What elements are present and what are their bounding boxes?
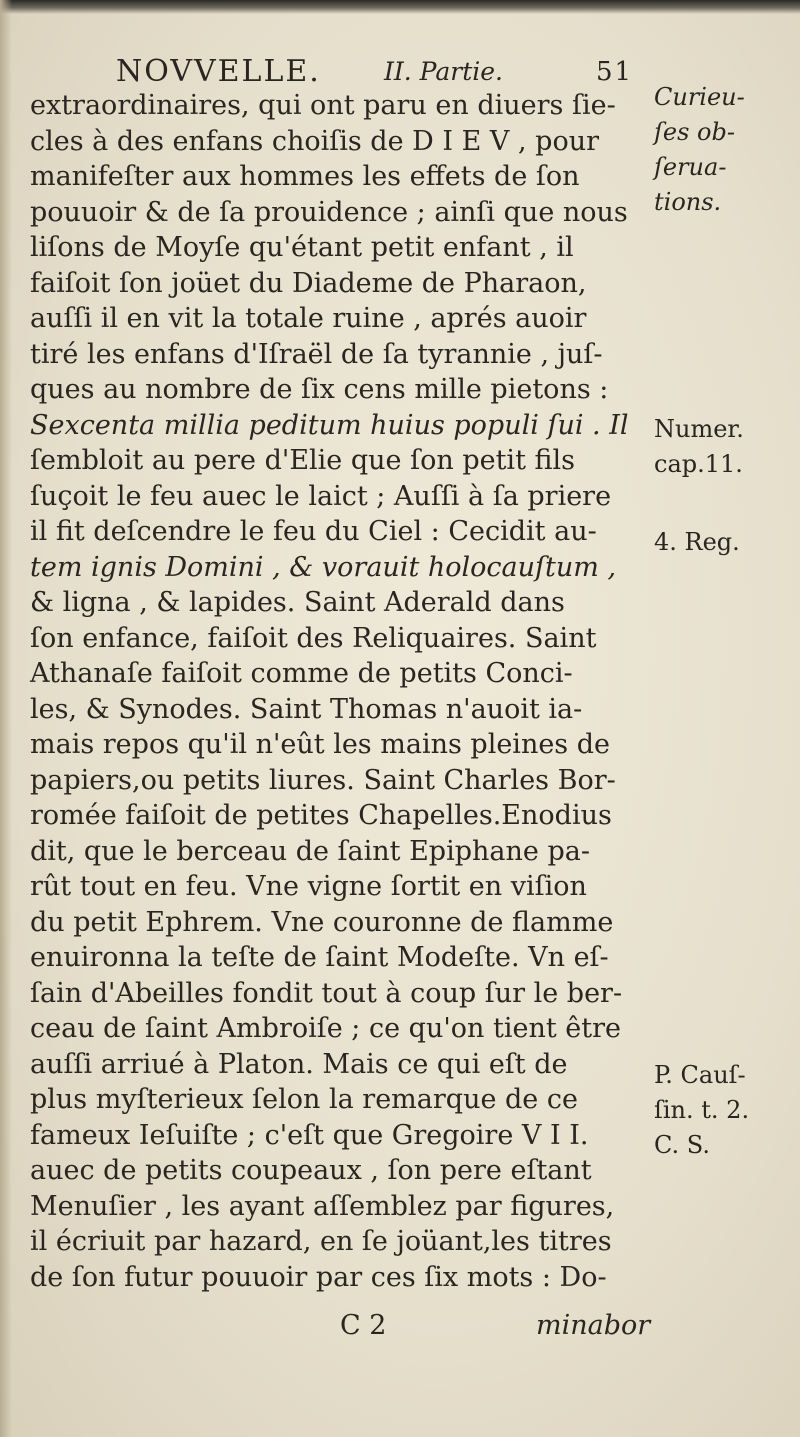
margin-note-curieuses	[654, 80, 794, 220]
margin-note-line: tions.	[654, 188, 722, 216]
text-line: romée faiſoit de petites Chapelles.Enodius	[30, 800, 612, 831]
page-top-edge	[0, 0, 800, 14]
page-binding-edge	[0, 0, 12, 1437]
text-line: pouuoir & de ſa prouidence ; ainſi que nous	[30, 196, 628, 228]
margin-note-line: C. S.	[654, 1131, 710, 1159]
text-line: extraordinaires, qui ont paru en diuers ſie-	[30, 90, 616, 121]
text-line: mais repos qu'il n'eût les mains pleines de	[30, 729, 611, 760]
text-line: dit, que le berceau de ſaint Epiphane pa-	[30, 835, 590, 867]
part-label: II. Partie.	[384, 57, 503, 86]
running-header	[116, 52, 656, 92]
text-line: rût tout en feu. Vne vigne ſortit en viſion	[30, 871, 587, 902]
text-line: fameux Ieſuiſte ; c'eſt que Gregoire V I I.	[30, 1119, 589, 1151]
text-line: auec de petits coupeaux , ſon pere eſtant	[30, 1155, 592, 1186]
margin-note-line: Curieu-	[654, 83, 745, 111]
text-line: Sexcenta millia peditum huius populi ſui . Il	[30, 409, 629, 441]
text-line: de ſon futur pouuoir par ces ſix mots : Do-	[30, 1261, 607, 1293]
text-line: du petit Ephrem. Vne couronne de flamme	[30, 906, 614, 938]
text-line: auſſi il en vit la totale ruine , aprés auoir	[30, 303, 587, 334]
margin-note-line: ſin. t. 2.	[654, 1096, 750, 1124]
signature-mark: C 2	[340, 1310, 387, 1341]
text-line: ſembloit au pere d'Elie que ſon petit fils	[30, 445, 575, 476]
text-line: & ligna , & lapides. Saint Aderald dans	[30, 587, 565, 618]
text-line: auſſi arriué à Platon. Mais ce qui eſt de	[30, 1048, 568, 1080]
text-line: manifeſter aux hommes les effets de ſon	[30, 161, 580, 192]
margin-note-line: cap.11.	[654, 450, 743, 478]
running-title: NOVVELLE.	[116, 54, 321, 89]
text-line: ſon enfance, faiſoit des Reliquaires. Saint	[30, 622, 597, 654]
text-line: faiſoit ſon joüet du Diademe de Pharaon,	[30, 267, 587, 299]
margin-note-line: ſes ob-	[654, 118, 735, 146]
text-line: tiré les enfans d'Iſraël de ſa tyrannie , juſ-	[30, 338, 603, 370]
text-line: Athanaſe faiſoit comme de petits Conci-	[30, 658, 573, 689]
margin-note-line: 4. Reg.	[654, 528, 740, 556]
text-line: papiers,ou petits liures. Saint Charles Bor-	[30, 764, 616, 796]
text-line: liſons de Moyſe qu'étant petit enfant , il	[30, 232, 574, 263]
margin-note-causin	[654, 1058, 794, 1163]
text-line: ceau de ſaint Ambroiſe ; ce qu'on tient être	[30, 1013, 621, 1044]
margin-note-reg	[654, 525, 794, 560]
page-number: 51	[596, 57, 634, 87]
text-line: ſuçoit le feu auec le laict ; Auſſi à ſa priere	[30, 480, 612, 512]
text-line: les, & Synodes. Saint Thomas n'auoit ia-	[30, 693, 583, 725]
margin-note-numer	[654, 412, 794, 482]
text-line: cles à des enfans choiſis de D I E V , pour	[30, 125, 600, 157]
text-line: il fit deſcendre le feu du Ciel : Cecidit au-	[30, 516, 597, 547]
body-text	[30, 88, 640, 1295]
margin-note-line: P. Cauſ-	[654, 1061, 746, 1089]
text-line: ſain d'Abeilles fondit tout à coup ſur le ber-	[30, 977, 623, 1009]
text-line: ques au nombre de ſix cens mille pietons :	[30, 374, 609, 405]
margin-note-line: Numer.	[654, 415, 744, 443]
text-line: tem ignis Domini , & vorauit holocauſtum ,	[30, 551, 617, 583]
text-line: Menuſier , les ayant aſſemblez par figures,	[30, 1190, 615, 1222]
text-line: il écriuit par hazard, en ſe joüant,les titres	[30, 1226, 612, 1257]
page-footer	[0, 1310, 800, 1350]
catchword: minabor	[536, 1310, 651, 1341]
text-line: plus myſterieux ſelon la remarque de ce	[30, 1084, 578, 1115]
text-line: enuironna la teſte de ſaint Modeſte. Vn eſ-	[30, 942, 609, 973]
margin-note-line: ſerua-	[654, 153, 727, 181]
